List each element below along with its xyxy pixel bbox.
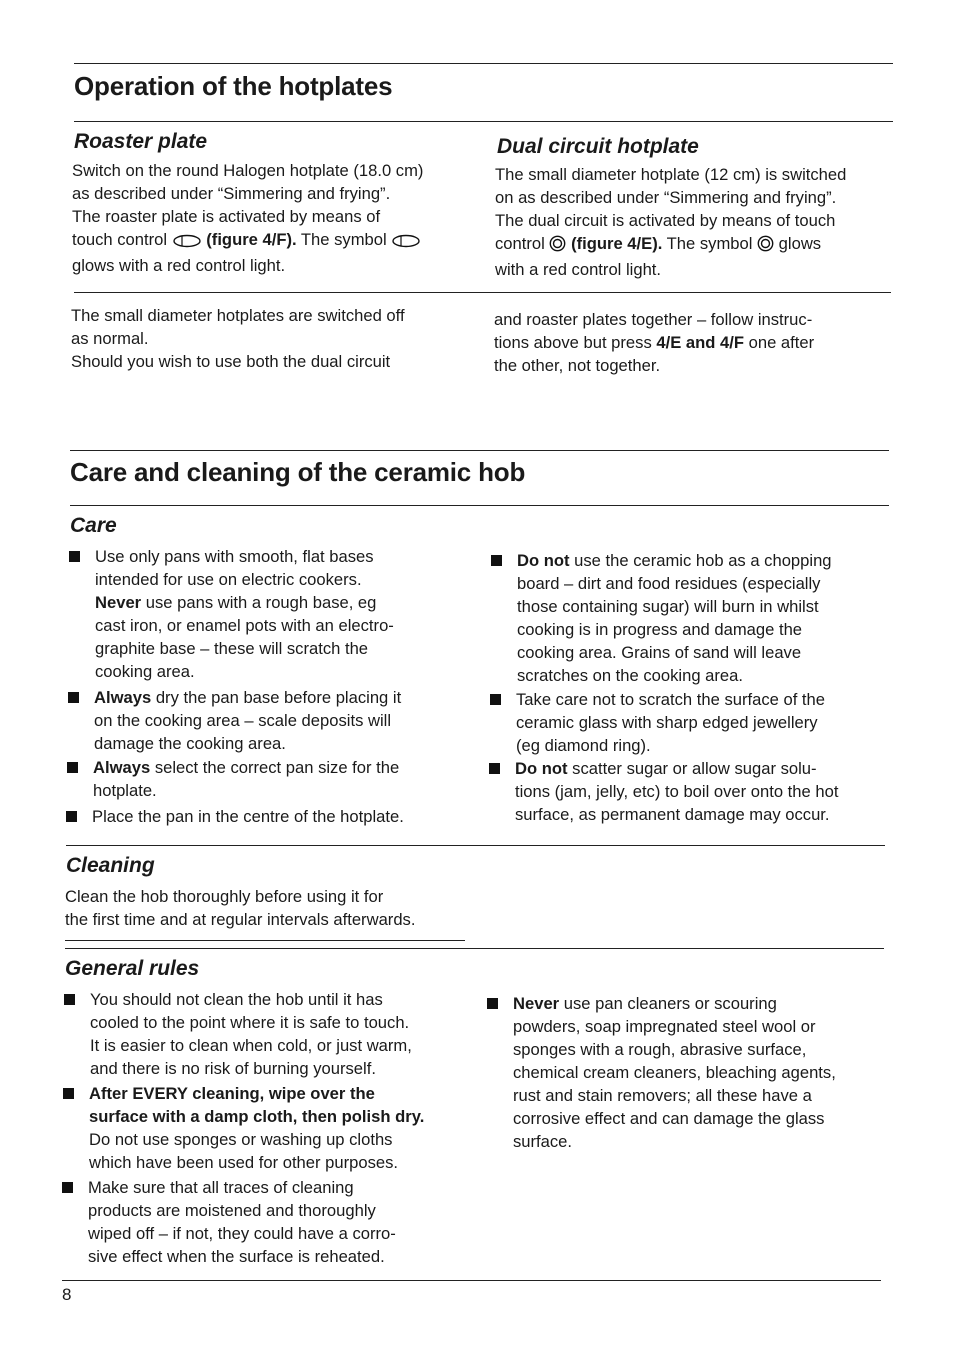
text-line: damage the cooking area. [94,734,286,753]
emphasis: surface with a damp cloth, then polish dry. [89,1107,425,1126]
text-line: Use only pans with smooth, flat bases [95,547,374,566]
square-bullet-icon [69,551,80,562]
text-line: chemical cream cleaners, bleaching agents, [513,1063,836,1082]
section-title-operation: Operation of the hotplates [74,71,393,101]
text-line: Switch on the round Halogen hotplate (18.0 cm) [72,161,424,180]
general-rules-heading: General rules [65,957,200,980]
text-line: the first time and at regular intervals afterwards. [65,910,416,929]
text-line: products are moistened and thoroughly [88,1201,376,1220]
text-line: and roaster plates together – follow instruc- [494,310,813,329]
text-line: sponges with a rough, abrasive surface, [513,1040,807,1059]
text-line: tions (jam, jelly, etc) to boil over onto the hot [515,782,839,801]
text-line: The small diameter hotplate (12 cm) is switched [495,165,847,184]
text-line: cooking is in progress and damage the [517,620,803,639]
roaster-oval-icon [391,231,421,254]
square-bullet-icon [64,994,75,1005]
care-heading: Care [70,514,117,537]
text-line: (eg diamond ring). [516,736,651,755]
square-bullet-icon [62,1182,73,1193]
square-bullet-icon [491,555,502,566]
dual-circuit-text [495,163,905,281]
text-line: scratches on the cooking area. [517,666,743,685]
dual-circuit-icon [757,235,774,258]
dual-circuit-icon [549,235,566,258]
footer-rule [62,1280,881,1281]
text-line [494,331,894,354]
square-bullet-icon [63,1088,74,1099]
key-reference: 4/E and 4/F [656,333,744,352]
text-fragment: touch control [72,230,168,249]
square-bullet-icon [487,998,498,1009]
emphasis: Do not [515,759,568,778]
figure-reference: (figure 4/E). [571,234,663,253]
roaster-oval-icon [172,231,202,254]
text-line: glows with a red control light. [72,256,286,275]
roaster-plate-heading: Roaster plate [74,130,208,153]
text-fragment: select the correct pan size for the [154,758,400,777]
text-line [94,686,401,709]
dual-circuit-heading: Dual circuit hotplate [497,135,699,158]
text-line: The dual circuit is activated by means of touch [495,211,836,230]
text-line: as normal. [71,329,149,348]
text-line: Do not use sponges or washing up cloths [89,1130,393,1149]
bullet-text [94,686,401,755]
text-line: The small diameter hotplates are switched off [71,306,405,325]
bullet-text [89,1082,424,1174]
cleaning-text [65,885,485,931]
text-line [517,549,832,572]
bullet-text [515,757,838,826]
text-line: surface, as permanent damage may occur. [515,805,830,824]
text-line: graphite base – these will scratch the [95,639,369,658]
text-line: which have been used for other purposes. [89,1153,399,1172]
text-line: It is easier to clean when cold, or just warm, [90,1036,412,1055]
figure-reference: (figure 4/F). [206,230,297,249]
text-line [95,591,394,614]
cleaning-rule-short [65,940,465,941]
roaster-plate-text [72,159,482,277]
care-title-rule [70,505,889,506]
text-fragment: The symbol [300,230,387,249]
text-fragment: tions above but press [494,333,652,352]
note-left [71,304,471,373]
text-line: Clean the hob thoroughly before using it for [65,887,384,906]
bullet-text [92,805,404,828]
operation-title-rule [74,121,893,122]
text-line: Make sure that all traces of cleaning [88,1178,354,1197]
emphasis: Always [94,688,152,707]
text-line: The roaster plate is activated by means of [72,207,381,226]
care-top-rule [70,450,889,451]
text-line: and there is no risk of burning yourself. [90,1059,376,1078]
text-line: cooking area. [95,662,195,681]
text-line: sive effect when the surface is reheated. [88,1247,385,1266]
bullet-text [95,545,394,683]
text-line: You should not clean the hob until it has [90,990,383,1009]
text-fragment: one after [748,333,815,352]
text-fragment: use the ceramic hob as a chopping [574,551,832,570]
emphasis: Do not [517,551,570,570]
text-line: Take care not to scratch the surface of the [516,690,825,709]
square-bullet-icon [66,811,77,822]
text-line: cast iron, or enamel pots with an electro- [95,616,394,635]
cleaning-heading: Cleaning [66,854,155,877]
note-right [494,308,894,377]
text-line: ceramic glass with sharp edged jewellery [516,713,818,732]
text-fragment: dry the pan base before placing it [155,688,402,707]
operation-mid-rule [74,292,891,293]
text-line: those containing sugar) will burn in whilst [517,597,819,616]
text-fragment: control [495,234,545,253]
text-line: cooled to the point where it is safe to touch. [90,1013,410,1032]
page-number: 8 [62,1285,72,1304]
text-line: hotplate. [93,781,157,800]
text-line: board – dirt and food residues (especially [517,574,821,593]
text-line [515,757,838,780]
square-bullet-icon [489,763,500,774]
text-line: Place the pan in the centre of the hotplate. [92,807,404,826]
bullet-text [517,549,832,687]
emphasis: Never [513,994,560,1013]
general-rules-rule [65,948,884,949]
emphasis: Always [93,758,151,777]
text-line: corrosive effect and can damage the glass [513,1109,825,1128]
text-line: rust and stain removers; all these have a [513,1086,812,1105]
bullet-text [93,756,399,802]
text-fragment: glows [778,234,822,253]
top-rule [74,63,893,64]
emphasis: After EVERY cleaning, wipe over the [89,1084,375,1103]
square-bullet-icon [490,694,501,705]
text-fragment: use pan cleaners or scouring [563,994,777,1013]
text-line: powders, soap impregnated steel wool or [513,1017,816,1036]
square-bullet-icon [67,762,78,773]
emphasis: Never [95,593,142,612]
text-line: as described under “Simmering and frying”. [72,184,391,203]
text-line: surface. [513,1132,573,1151]
square-bullet-icon [68,692,79,703]
care-bottom-rule [66,845,885,846]
text-line [72,228,482,254]
bullet-text [88,1176,396,1268]
text-line: wiped off – if not, they could have a corro- [88,1224,396,1243]
bullet-text [516,688,825,757]
text-line [93,756,399,779]
text-line: with a red control light. [495,260,662,279]
text-line: the other, not together. [494,356,661,375]
text-line [513,992,836,1015]
bullet-text [90,988,412,1080]
text-line: cooking area. Grains of sand will leave [517,643,802,662]
text-line: on as described under “Simmering and frying”. [495,188,837,207]
section-title-care-cleaning: Care and cleaning of the ceramic hob [70,457,526,487]
text-fragment: The symbol [666,234,753,253]
text-line: on the cooking area – scale deposits will [94,711,392,730]
text-fragment: use pans with a rough base, eg [145,593,377,612]
text-line: intended for use on electric cookers. [95,570,362,589]
bullet-text [513,992,836,1153]
text-line: Should you wish to use both the dual circuit [71,352,391,371]
text-fragment: scatter sugar or allow sugar solu- [572,759,817,778]
text-line [495,232,905,258]
